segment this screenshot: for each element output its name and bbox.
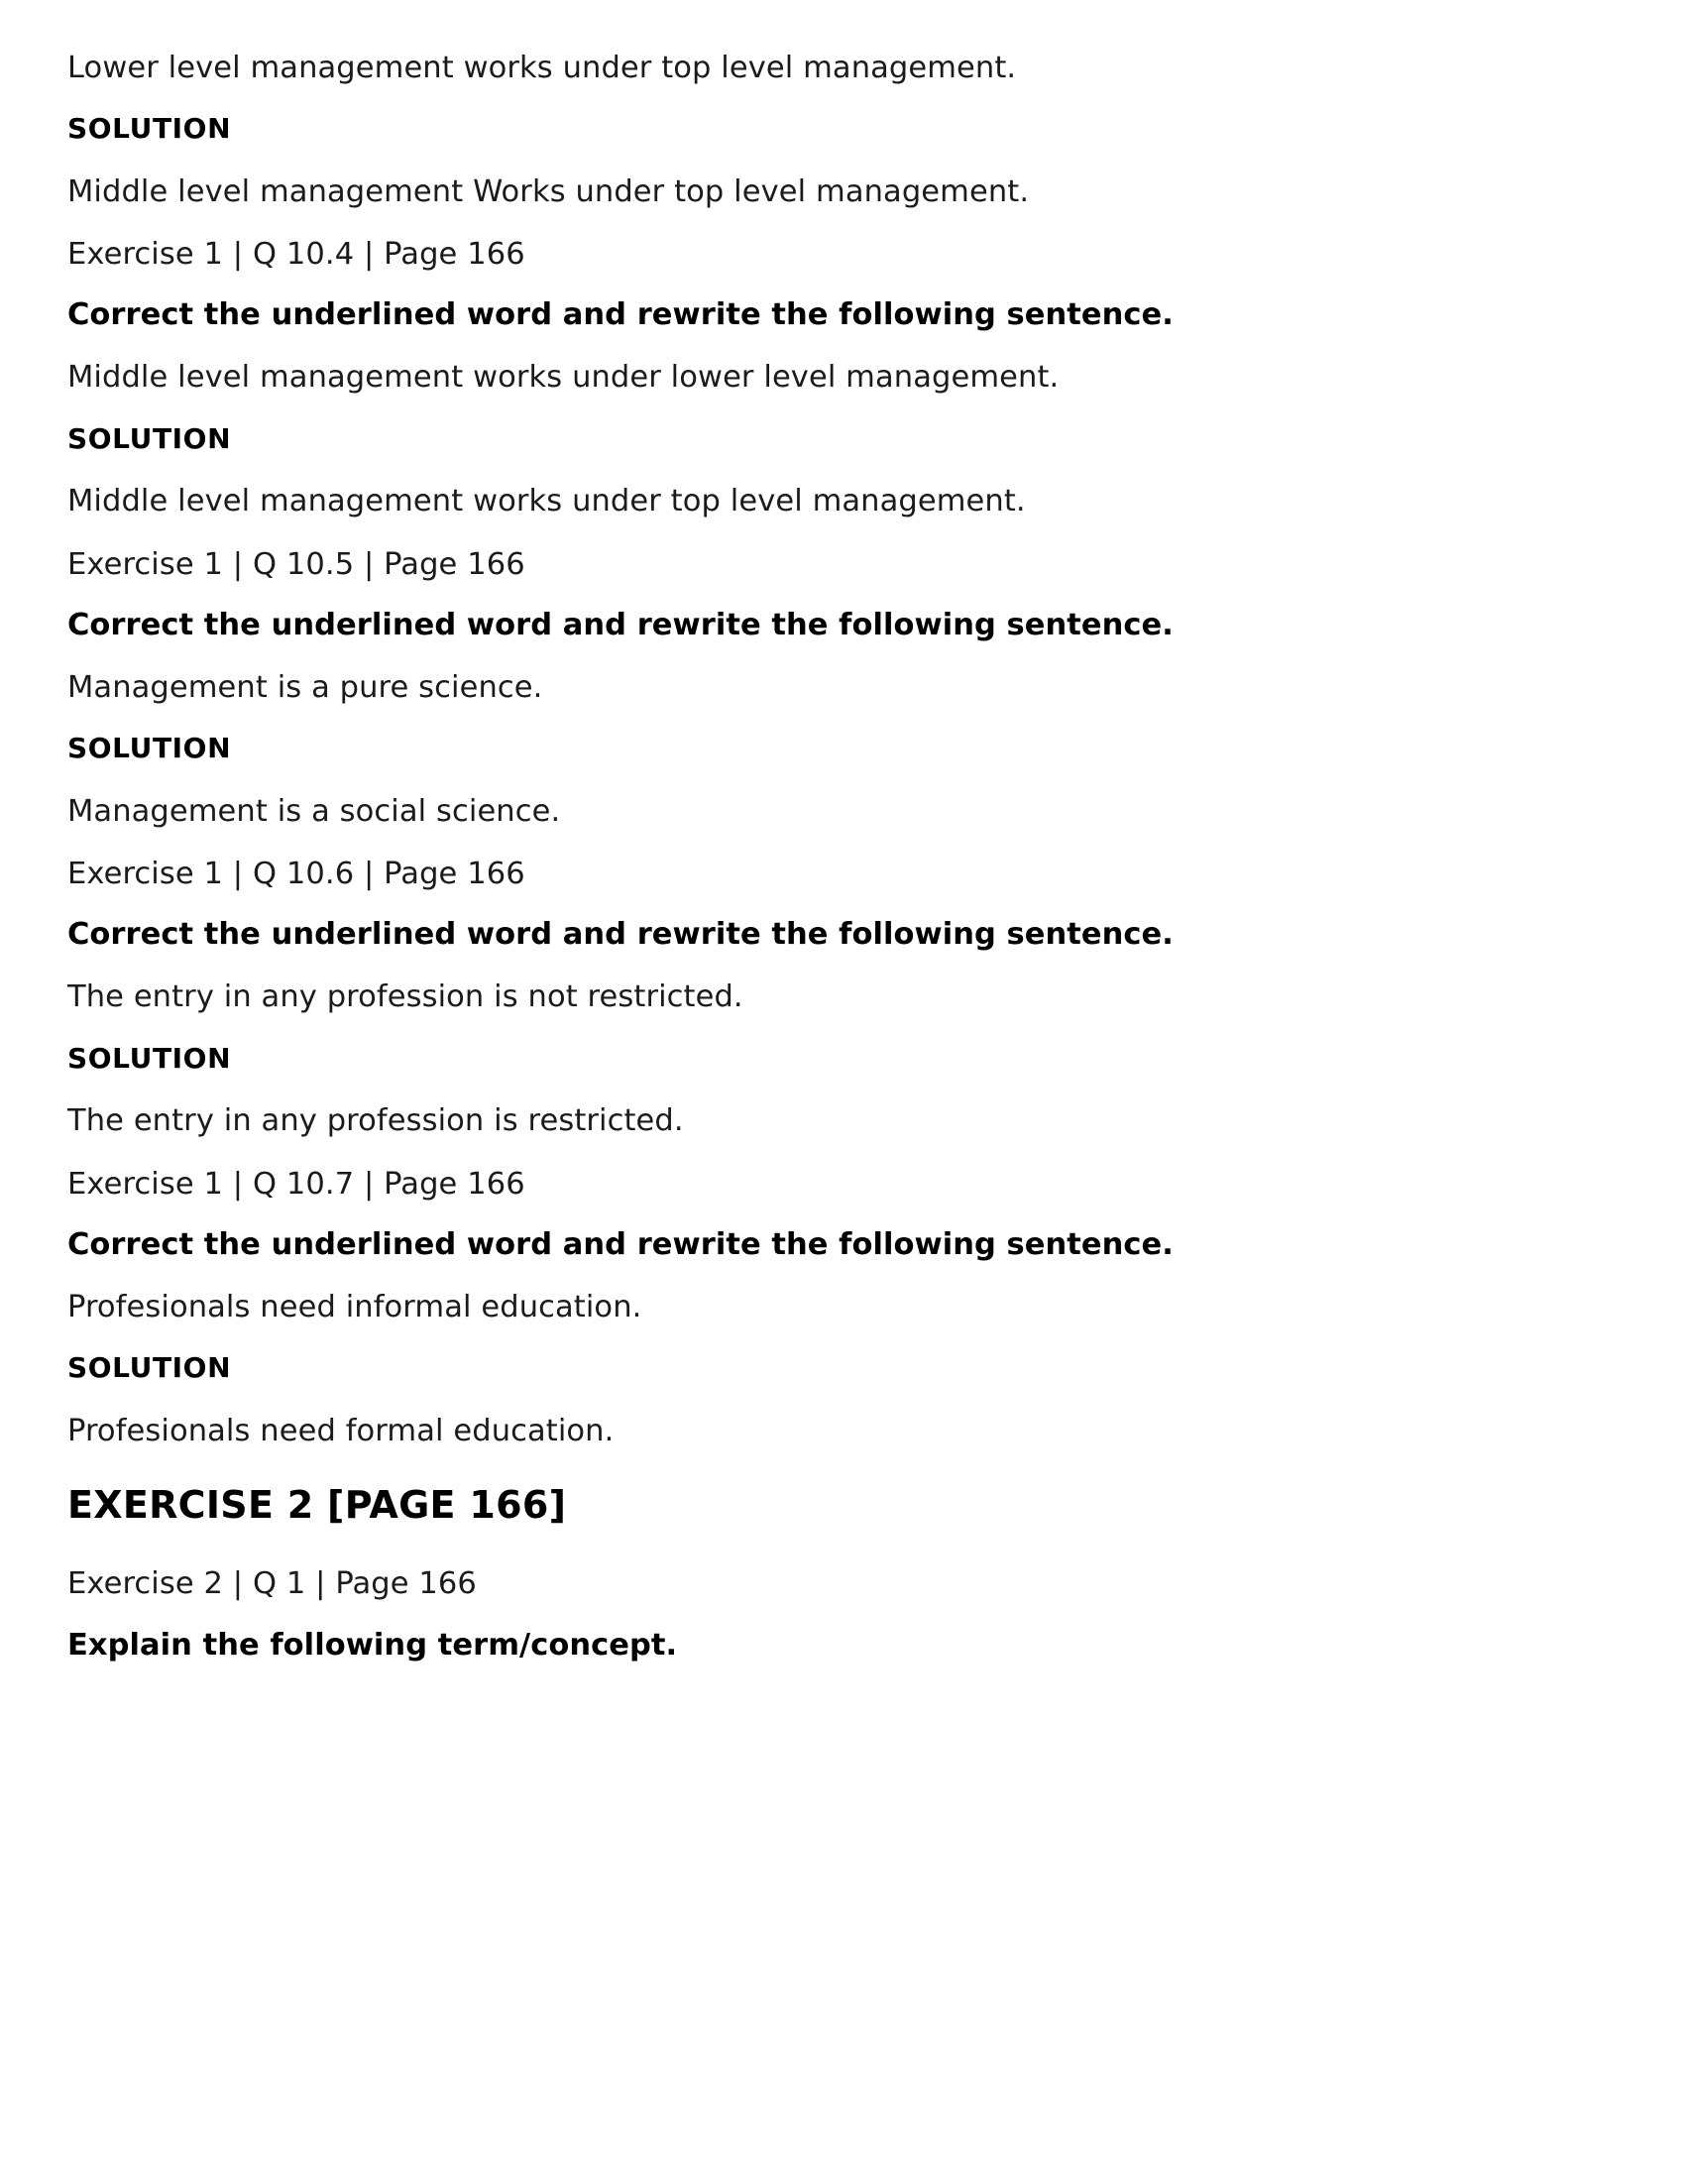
question-prompt: Correct the underlined word and rewrite the following sentence. — [67, 297, 1174, 333]
exercise-reference: Exercise 2 | Q 1 | Page 166 — [67, 1566, 477, 1602]
body-paragraph: Middle level management works under lower level management. — [67, 360, 1060, 396]
exercise-reference: Exercise 1 | Q 10.7 | Page 166 — [67, 1166, 525, 1202]
body-paragraph: Profesionals need formal education. — [67, 1413, 615, 1448]
body-paragraph: Middle level management Works under top level management. — [67, 173, 1030, 209]
body-paragraph: Management is a social science. — [67, 793, 561, 829]
exercise-reference: Exercise 1 | Q 10.5 | Page 166 — [67, 546, 525, 582]
solution-label: SOLUTION — [67, 112, 232, 146]
body-paragraph: Profesionals need informal education. — [67, 1289, 642, 1324]
question-prompt: Correct the underlined word and rewrite the following sentence. — [67, 1226, 1174, 1262]
solution-label: SOLUTION — [67, 1041, 232, 1075]
body-paragraph: Management is a pure science. — [67, 669, 543, 705]
solution-label: SOLUTION — [67, 732, 232, 765]
solution-label: SOLUTION — [67, 421, 232, 455]
question-prompt: Explain the following term/concept. — [67, 1627, 678, 1663]
document-content — [67, 48, 1629, 1666]
body-paragraph: The entry in any profession is not restricted. — [67, 979, 743, 1015]
section-heading: EXERCISE 2 [PAGE 166] — [67, 1483, 567, 1528]
body-paragraph: The entry in any profession is restricted. — [67, 1103, 684, 1139]
question-prompt: Correct the underlined word and rewrite the following sentence. — [67, 917, 1174, 953]
solution-label: SOLUTION — [67, 1351, 232, 1385]
body-paragraph: Middle level management works under top level management. — [67, 484, 1026, 519]
question-prompt: Correct the underlined word and rewrite the following sentence. — [67, 607, 1174, 642]
exercise-reference: Exercise 1 | Q 10.6 | Page 166 — [67, 857, 525, 892]
body-paragraph: Lower level management works under top level management. — [67, 51, 1017, 85]
exercise-reference: Exercise 1 | Q 10.4 | Page 166 — [67, 237, 525, 273]
